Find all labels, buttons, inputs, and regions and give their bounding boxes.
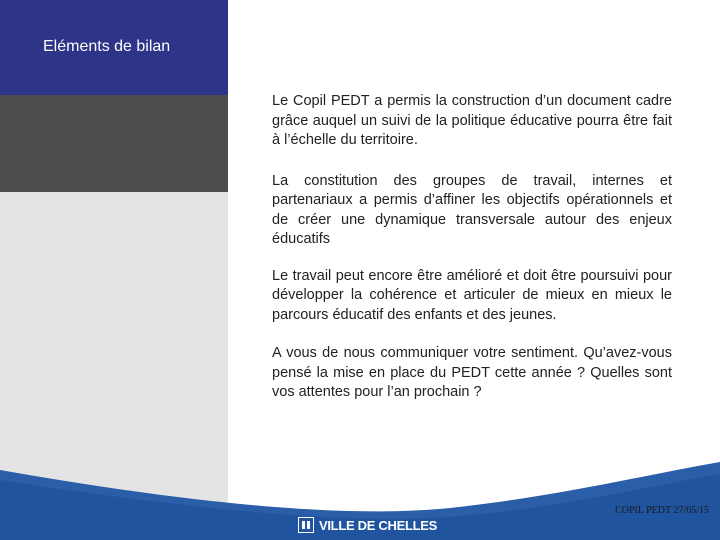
- ville-de-chelles-logo: [298, 515, 437, 535]
- footer-note: COPIL PEDT 27/05/15: [615, 505, 709, 516]
- paragraph-questions: A vous de nous communiquer votre sentiment. Qu’avez-vous pensé la mise en place du PEDT cette année ? Quelles sont vos attentes pour l’an prochain ?: [272, 345, 672, 400]
- slide-body: [272, 92, 672, 424]
- logo-text: VILLE DE CHELLES: [319, 517, 437, 533]
- paragraph-copil: Le Copil PEDT a permis la construction d’un document cadre grâce auquel un suivi de la politique éducative pourra être fait à l’échelle du territoire.: [272, 93, 672, 148]
- side-band-dark: [0, 95, 228, 192]
- paragraph-groupes: La constitution des groupes de travail, internes et partenariaux a permis d’affiner les objectifs opérationnels et de créer une dynamique transversale autour des enjeux éducatifs: [272, 172, 672, 247]
- chelles-emblem-icon: [298, 517, 314, 533]
- slide-title: Eléments de bilan: [43, 38, 171, 55]
- paragraph-travail: Le travail peut encore être amélioré et doit être poursuivi pour développer la cohérence et articuler de mieux en mieux le parcours éducatif des enfants et des jeunes.: [272, 267, 672, 323]
